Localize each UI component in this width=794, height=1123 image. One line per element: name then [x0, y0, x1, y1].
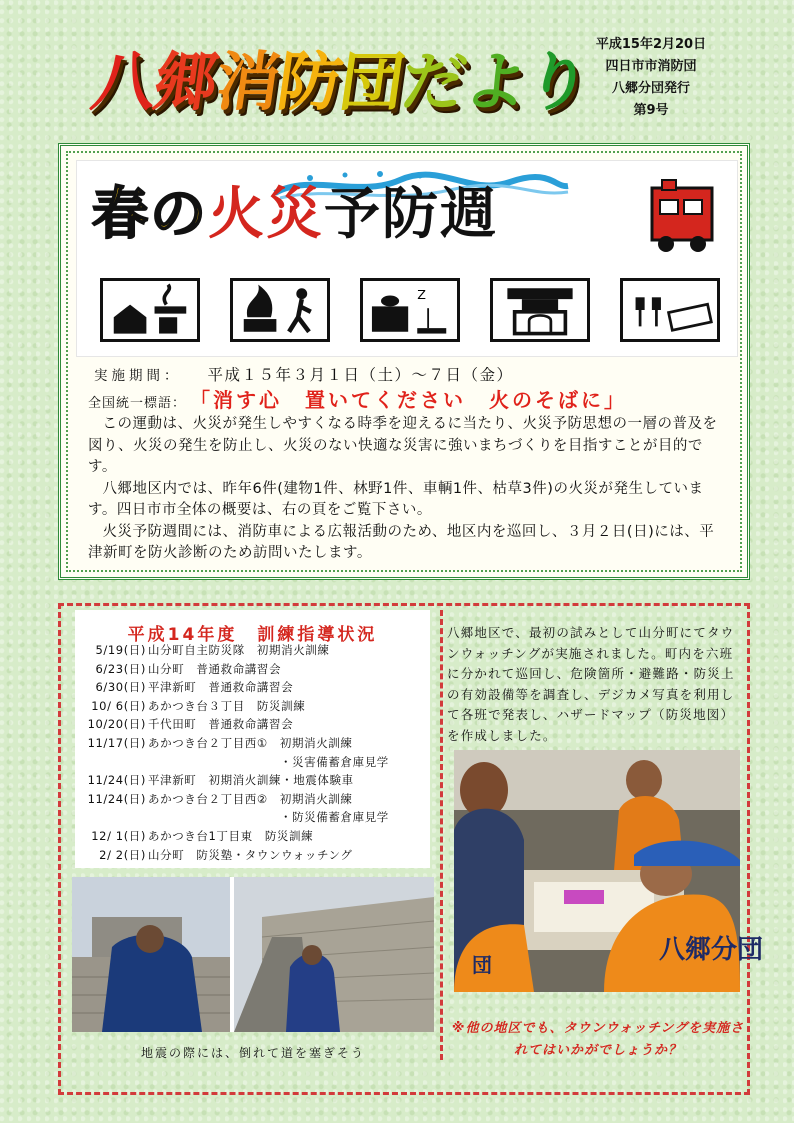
- campaign-paragraph: 火災予防週間には、消防車による広報活動のため、地区内を巡回し、３月２日(日)には、平津新町を防火診断のため訪問いたします。: [88, 523, 715, 561]
- item-date: 6/30(日): [95, 680, 146, 695]
- stove-icon: [100, 278, 200, 342]
- plug-outlet-icon: [620, 278, 720, 342]
- item-text: 山分町 普通救命講習会: [148, 661, 282, 676]
- fire-escape-icon: [230, 278, 330, 342]
- masthead-char: り: [520, 46, 594, 120]
- item-date: 11/24(日): [87, 773, 146, 788]
- masthead-char: 消: [210, 46, 284, 120]
- training-title: 平成14年度 訓練指導状況: [127, 625, 378, 645]
- block-wall-photo: [72, 877, 434, 1032]
- issue-publisher: 四日市市消防団: [605, 59, 697, 74]
- list-item: [84, 827, 429, 846]
- issue-number: 第9号: [633, 103, 669, 118]
- masthead-char: よ: [458, 46, 532, 120]
- item-date: 11/17(日): [87, 735, 146, 750]
- column-divider: [440, 610, 443, 1060]
- campaign-paragraph: 八郷地区内では、昨年6件(建物1件、林野1件、車輌1件、枯草3件)の火災が発生しています。四日市市全体の概要は、右の頁をご覧下さい。: [88, 480, 704, 518]
- list-item: [84, 715, 429, 734]
- period-value: 平成１５年３月１日（土）～７日（金）: [207, 366, 514, 384]
- campaign-period-row: [88, 365, 728, 388]
- training-list: [84, 641, 429, 864]
- campaign-title-prevention: 予防週: [324, 182, 498, 247]
- masthead-char: 八: [86, 46, 160, 120]
- jacket-print: 八郷分団: [659, 935, 764, 965]
- period-label: 実施期間：: [94, 368, 182, 384]
- list-item: [84, 697, 429, 716]
- sleeping-smoker-icon: [360, 278, 460, 342]
- list-item-note: ・災害備蓄倉庫見学: [280, 754, 389, 769]
- fire-safety-pictograms: [100, 278, 720, 344]
- issue-date: 平成15年2月20日: [595, 37, 707, 52]
- item-text: あかつき台２丁目西② 初期消火訓練: [148, 791, 353, 806]
- campaign-paragraph: この運動は、火災が発生しやすくなる時季を迎えるに当たり、火災予防思想の一層の普及を図り、火災の発生を防止し、火災のない快適な災害に強いまちづくりを目指すことが目的です。: [88, 416, 718, 475]
- list-item: [84, 678, 429, 697]
- jacket-print-small: 団: [472, 953, 492, 977]
- item-date: 5/19(日): [95, 643, 146, 657]
- list-item: [84, 641, 429, 660]
- item-date: 10/20(日): [87, 717, 146, 732]
- campaign-slogan-row: [88, 387, 728, 415]
- fire-truck-icon: [640, 176, 720, 256]
- issue-info: [566, 34, 736, 122]
- item-text: 平津新町 初期消火訓練・地震体験車: [148, 773, 354, 788]
- item-text: あかつき台３丁目 防災訓練: [148, 698, 306, 713]
- wall-caption: 地震の際には、倒れて道を塞ぎそう: [140, 1046, 365, 1060]
- recommendation-caption: ※他の地区でも、タウンウォッチングを実施されてはいかがでしょうか？: [451, 1021, 745, 1058]
- masthead-title: [86, 38, 594, 128]
- issue-branch: 八郷分団発行: [611, 81, 690, 96]
- campaign-title: [92, 180, 498, 250]
- list-item: [84, 846, 429, 865]
- item-date: 10/ 6(日): [91, 698, 146, 713]
- hearth-icon: [490, 278, 590, 342]
- item-date: 6/23(日): [95, 661, 146, 676]
- list-item-note: ・防災備蓄倉庫見学: [280, 810, 389, 825]
- town-watching-intro: 八郷地区で、最初の試みとして山分町にてタウンウォッチングが実施されました。町内を六班に分かれて巡回し、危険箇所・避難路・防災上の有効設備等を調査し、デジカメ写真を利用して各班で発表し、ハザードマップ（防災地図）を作成しました。: [447, 625, 735, 743]
- item-date: 2/ 2(日): [99, 847, 146, 862]
- masthead-char: だ: [396, 46, 470, 120]
- list-item: [84, 771, 429, 790]
- item-text: 山分町 防災塾・タウンウォッチング: [148, 847, 353, 862]
- campaign-details: [88, 365, 728, 565]
- town-watching-meeting-photo: [454, 750, 764, 992]
- masthead-char: 防: [272, 46, 346, 120]
- item-date: 11/24(日): [87, 791, 146, 806]
- item-text: 山分町自主防災隊 初期消火訓練: [148, 643, 330, 657]
- masthead-char: 郷: [148, 46, 222, 120]
- list-item: [84, 790, 429, 809]
- list-item: [84, 660, 429, 679]
- campaign-title-spring: 春の: [92, 182, 208, 247]
- item-text: 平津新町 普通救命講習会: [148, 680, 294, 695]
- item-text: 千代田町 普通救命講習会: [148, 717, 294, 732]
- slogan-label: 全国統一標語：: [88, 395, 187, 411]
- item-text: あかつき台1丁目東 防災訓練: [148, 828, 314, 843]
- svg-text:Z: Z: [417, 287, 426, 303]
- campaign-title-fire: 火災: [208, 182, 324, 247]
- item-text: あかつき台２丁目西① 初期消火訓練: [148, 735, 353, 750]
- masthead-char: 団: [334, 46, 408, 120]
- list-item: [84, 734, 429, 753]
- item-date: 12/ 1(日): [91, 828, 146, 843]
- slogan-text: 「消す心 置いてください 火のそばに」: [190, 387, 628, 412]
